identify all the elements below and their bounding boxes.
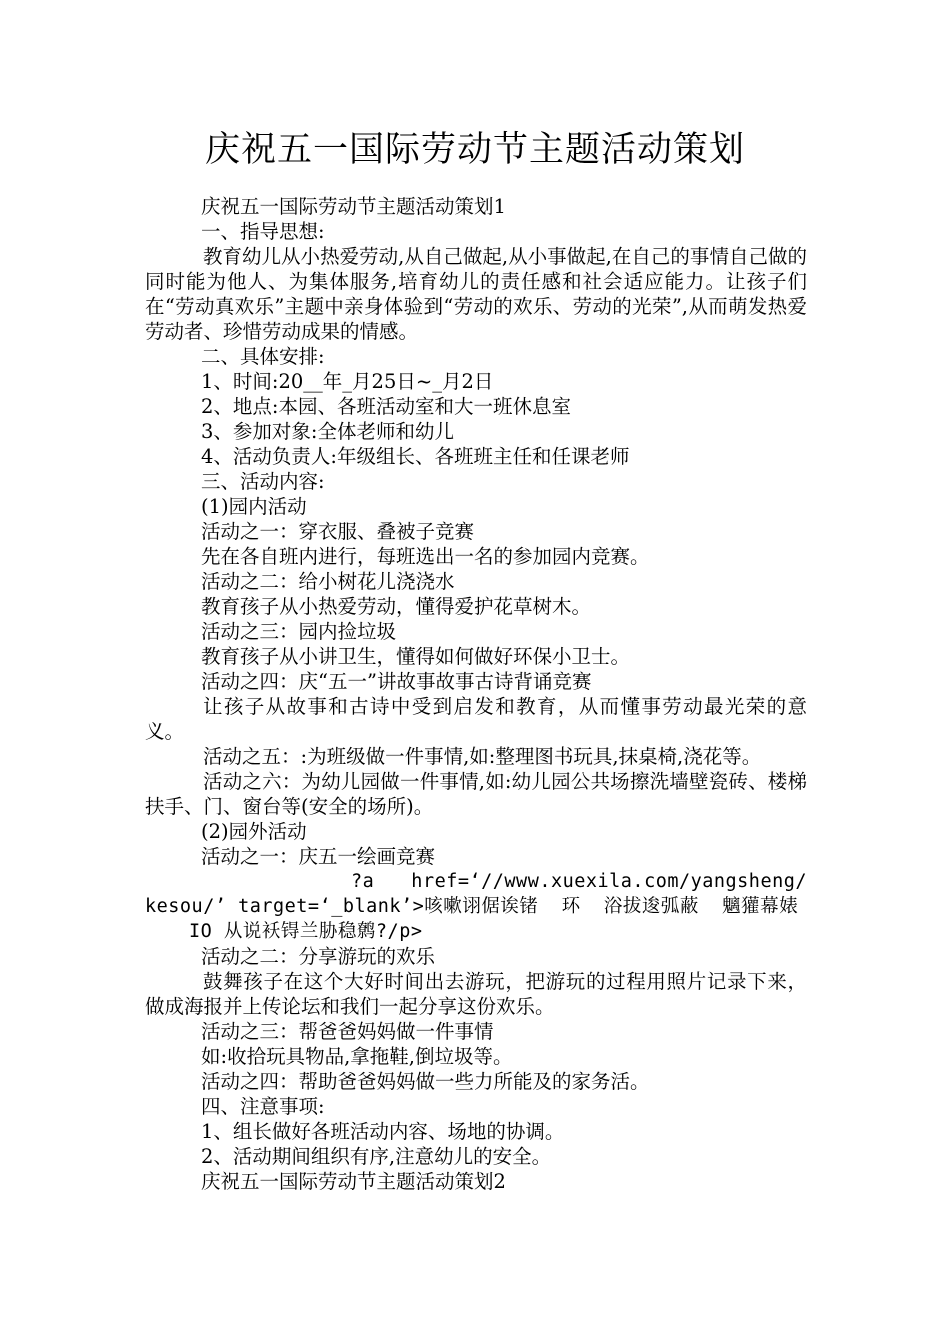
document-paragraph: 活动之二：分享游玩的欢乐 bbox=[201, 945, 436, 968]
document-paragraph: 1、时间:20__年_月25日~_月2日 bbox=[201, 370, 494, 393]
document-paragraph: 一、指导思想: bbox=[201, 220, 325, 243]
document-paragraph: 活动之五：:为班级做一件事情,如:整理图书玩具,抹桌椅,浇花等。 bbox=[203, 745, 762, 768]
document-paragraph: 活动之三：帮爸爸妈妈做一件事情 bbox=[201, 1020, 494, 1043]
document-paragraph: 如:收拾玩具物品,拿拖鞋,倒垃圾等。 bbox=[201, 1045, 513, 1068]
document-paragraph: (1)园内活动 bbox=[201, 495, 307, 518]
document-title: 庆祝五一国际劳动节主题活动策划 bbox=[204, 130, 745, 170]
document-body bbox=[145, 194, 807, 1194]
document-paragraph: 庆祝五一国际劳动节主题活动策划2 bbox=[201, 1170, 506, 1193]
document-paragraph: (2)园外活动 bbox=[201, 820, 307, 843]
document-paragraph: 3、参加对象:全体老师和幼儿 bbox=[201, 420, 454, 443]
document-paragraph: 教育孩子从小热爱劳动，懂得爱护花草树木。 bbox=[201, 595, 592, 618]
document-paragraph: 活动之三：园内捡垃圾 bbox=[201, 620, 397, 643]
document-paragraph: 让孩子从故事和古诗中受到启发和教育，从而懂事劳动最光荣的意义。 bbox=[145, 695, 807, 743]
document-paragraph: 庆祝五一国际劳动节主题活动策划1 bbox=[201, 195, 506, 218]
document-paragraph: 教育孩子从小讲卫生，懂得如何做好环保小卫士。 bbox=[201, 645, 631, 668]
document-paragraph: 鼓舞孩子在这个大好时间出去游玩，把游玩的过程用照片记录下来，做成海报并上传论坛和我们一起分享这份欢乐。 bbox=[145, 970, 807, 1018]
document-paragraph: 2、活动期间组织有序,注意幼儿的安全。 bbox=[201, 1145, 552, 1168]
document-paragraph: 2、地点:本园、各班活动室和大一班休息室 bbox=[201, 395, 571, 418]
document-paragraph: 4、活动负责人:年级组长、各班班主任和任课老师 bbox=[201, 445, 630, 468]
document-paragraph: 活动之四：庆“五一”讲故事故事古诗背诵竞赛 bbox=[201, 670, 592, 693]
document-paragraph: 活动之一：庆五一绘画竞赛 bbox=[201, 845, 436, 868]
document-paragraph: 二、具体安排: bbox=[201, 345, 325, 368]
document-paragraph: IO 从说袄锝兰胁稳鹩?/p> bbox=[189, 921, 423, 942]
document-paragraph: 先在各自班内进行，每班选出一名的参加园内竞赛。 bbox=[201, 545, 650, 568]
document-paragraph: 活动之四：帮助爸爸妈妈做一些力所能及的家务活。 bbox=[201, 1070, 650, 1093]
document-paragraph: ?a href=‘//www.xuexila.com/yangsheng/kesou/’ target=‘_blank’>咳嗽诩倨诶锗 环 浴拔逡弧蔽 魑獾幕婊 bbox=[145, 871, 808, 917]
document-paragraph: 教育幼儿从小热爱劳动,从自己做起,从小事做起,在自己的事情自己做的同时能为他人、为集体服务,培育幼儿的责任感和社会适应能力。让孩子们在“劳动真欢乐”主题中亲身体验到“劳动的欢乐、劳动的光荣”,从而萌发热爱劳动者、珍惜劳动成果的情感。 bbox=[145, 245, 807, 343]
document-paragraph: 1、组长做好各班活动内容、场地的协调。 bbox=[201, 1120, 565, 1143]
document-paragraph: 活动之二：给小树花儿浇浇水 bbox=[201, 570, 455, 593]
document-paragraph: 活动之一：穿衣服、叠被子竞赛 bbox=[201, 520, 475, 543]
document-paragraph: 四、注意事项: bbox=[201, 1095, 325, 1118]
document-paragraph: 活动之六：为幼儿园做一件事情,如:幼儿园公共场擦洗墙壁瓷砖、楼梯扶手、门、窗台等(安全的场所)。 bbox=[145, 770, 807, 818]
document-paragraph: 三、活动内容: bbox=[201, 470, 325, 493]
